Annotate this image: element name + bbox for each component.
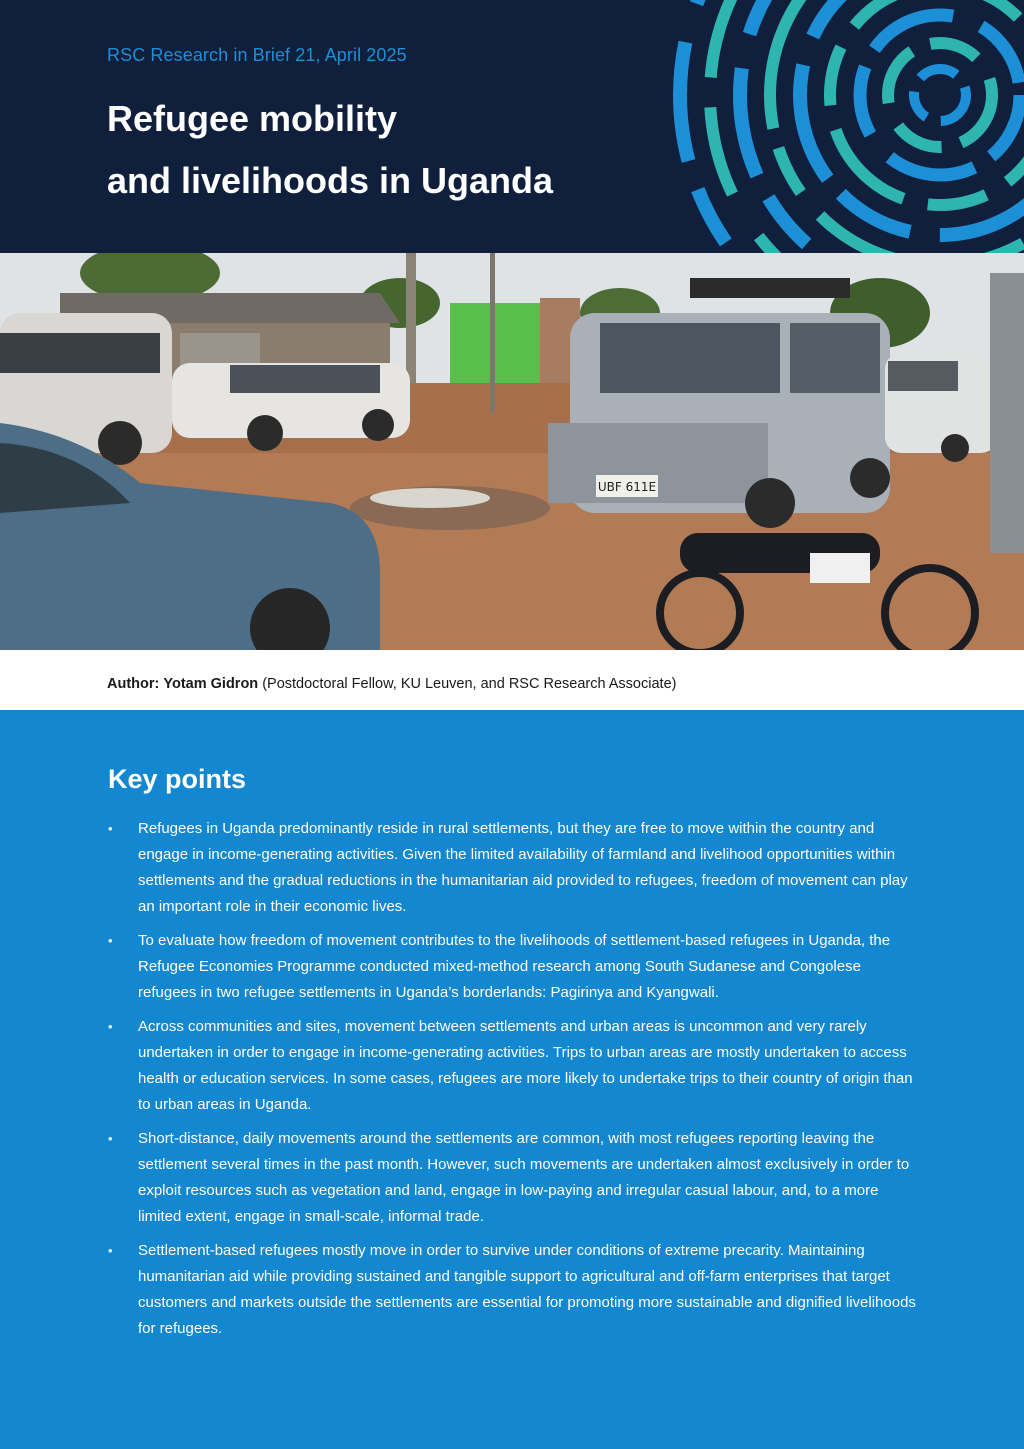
photo-icon bbox=[0, 253, 1024, 650]
key-point-text: Across communities and sites, movement between settlements and urban areas is uncommon and very rarely undertaken in order to engage in income-generating activities. Trips to urban areas are mostly undertaken to access health or education services. In some cases, refugees are more likely to undertake trips to their country of origin than to urban areas in Uganda. bbox=[138, 1018, 913, 1113]
title-line-2: and livelihoods in Uganda bbox=[107, 160, 554, 201]
author-name: Yotam Gidron bbox=[163, 676, 259, 692]
author-label: Author: bbox=[107, 676, 160, 692]
key-points-list bbox=[108, 816, 923, 1350]
author-line bbox=[107, 676, 676, 692]
key-points-heading: Key points bbox=[108, 764, 247, 794]
author-affiliation: (Postdoctoral Fellow, KU Leuven, and RSC Research Associate) bbox=[262, 676, 677, 692]
bullet-icon: • bbox=[108, 1243, 113, 1258]
key-point-item bbox=[108, 816, 923, 920]
cover-photo bbox=[0, 253, 1024, 650]
key-point-item bbox=[108, 1238, 923, 1342]
plate-text: UBF 611E bbox=[597, 480, 657, 494]
series-label: RSC Research in Brief 21, April 2025 bbox=[107, 45, 407, 65]
bullet-icon: • bbox=[108, 821, 113, 836]
title-line-1: Refugee mobility bbox=[107, 98, 398, 139]
key-point-item bbox=[108, 1014, 923, 1118]
page-title bbox=[107, 88, 553, 212]
key-point-item bbox=[108, 928, 923, 1006]
bullet-icon: • bbox=[108, 1019, 113, 1034]
bullet-icon: • bbox=[108, 933, 113, 948]
key-point-text: Settlement-based refugees mostly move in order to survive under conditions of extreme precarity. Maintaining humanitarian aid while providing sustained and tangible support to agricultural and off-farm enterprises that target customers and markets outside the settlements are essential for promoting more sustainable and dignified livelihoods for refugees. bbox=[138, 1242, 916, 1337]
bullet-icon: • bbox=[108, 1131, 113, 1146]
key-point-text: Refugees in Uganda predominantly reside in rural settlements, but they are free to move within the country and engage in income-generating activities. Given the limited availability of farmland and livelihood opportunities within settlements and the gradual reductions in the humanitarian aid provided to refugees, freedom of movement can play an important role in their economic lives. bbox=[138, 820, 908, 915]
key-point-text: To evaluate how freedom of movement contributes to the livelihoods of settlement-based refugees in Uganda, the Refugee Economies Programme conducted mixed-method research among South Sudanese and Congolese refugees in two refugee settlements in Uganda’s borderlands: Pagirinya and Kyangwali. bbox=[138, 932, 891, 1001]
key-point-text: Short-distance, daily movements around the settlements are common, with most refugees reporting leaving the settlement several times in the past month. However, such movements are undertaken almost exclusively in order to exploit resources such as vegetation and land, engage in low-paying and irregular casual labour, and, to a more limited extent, engage in small-scale, informal trade. bbox=[138, 1130, 910, 1225]
decorative-rings-graphic bbox=[640, 0, 1024, 253]
key-point-item bbox=[108, 1126, 923, 1230]
key-points-panel bbox=[0, 710, 1024, 1449]
cover-header bbox=[0, 0, 1024, 253]
